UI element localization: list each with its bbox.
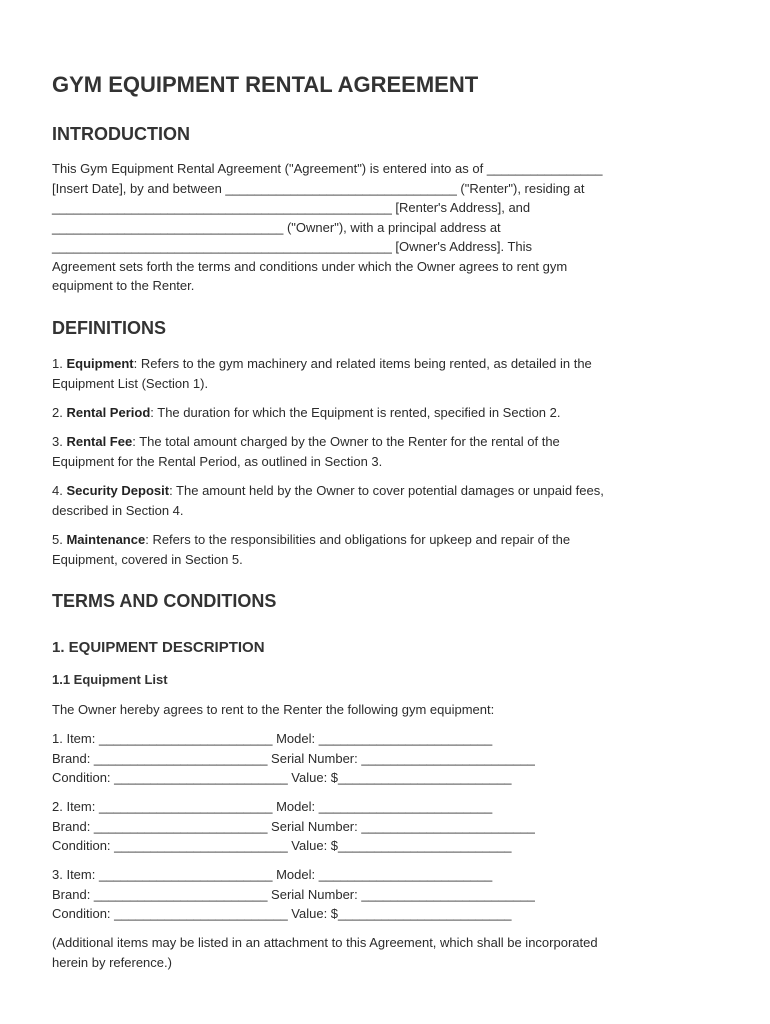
equipment-item-line: Brand: ________________________ Serial Number: ________________________ [52, 886, 535, 902]
definition-text: : The amount held by the Owner to cover potential damages or unpaid fees, [169, 483, 604, 498]
definition-text: Equipment for the Rental Period, as outlined in Section 3. [52, 453, 383, 469]
definition-number: 2. [52, 405, 67, 420]
definition-item-maintenance [52, 530, 722, 569]
definition-number: 3. [52, 434, 67, 449]
equipment-item-line: Condition: ________________________ Value: $________________________ [52, 770, 512, 785]
equipment-item-1 [52, 729, 722, 788]
definition-item-rental-period [52, 403, 722, 423]
intro-heading: INTRODUCTION [52, 124, 190, 144]
definition-term: Rental Period [66, 405, 151, 420]
definition-text: described in Section 4. [52, 502, 184, 518]
section-heading-equipment-description: 1. EQUIPMENT DESCRIPTION [52, 639, 265, 656]
equipment-item-line: Condition: ________________________ Value: $________________________ [52, 838, 512, 853]
equipment-item-line: Brand: ________________________ Serial Number: ________________________ [52, 750, 535, 766]
intro-line: [Insert Date], by and between ________________________________ ("Renter"), residing at [52, 180, 585, 196]
equipment-item-line: 2. Item: ________________________ Model: ________________________ [52, 799, 493, 814]
definition-text: : Refers to the responsibilities and obligations for upkeep and repair of the [145, 532, 571, 547]
definition-text: Equipment List (Section 1). [52, 375, 209, 391]
equipment-item-line: 3. Item: ________________________ Model: ________________________ [52, 867, 493, 882]
definition-term: Rental Fee [66, 434, 133, 449]
intro-line: _______________________________________________ [Renter's Address], and [52, 200, 531, 215]
equipment-item-line: Condition: ________________________ Value: $________________________ [52, 906, 512, 921]
definition-number: 5. [52, 532, 67, 547]
intro-line: Agreement sets forth the terms and conditions under which the Owner agrees to rent gym [52, 258, 568, 274]
intro-line: _______________________________________________ [Owner's Address]. This [52, 239, 533, 254]
subsection-heading-equipment-list: 1.1 Equipment List [52, 672, 168, 687]
note-line: herein by reference.) [52, 954, 172, 970]
definition-term: Security Deposit [66, 483, 170, 498]
definition-text: : The total amount charged by the Owner to the Renter for the rental of the [132, 434, 560, 449]
equipment-item-line: 1. Item: ________________________ Model: ________________________ [52, 731, 493, 746]
terms-heading: TERMS AND CONDITIONS [52, 591, 277, 611]
definition-term: Equipment [66, 356, 134, 371]
intro-line: This Gym Equipment Rental Agreement ("Agreement") is entered into as of ________________ [52, 161, 603, 176]
intro-line: ________________________________ ("Owner"), with a principal address at [52, 219, 501, 235]
intro-line: equipment to the Renter. [52, 278, 195, 293]
definition-text: : The duration for which the Equipment is rented, specified in Section 2. [150, 405, 561, 420]
definition-number: 1. [52, 356, 67, 371]
intro-paragraph [52, 159, 722, 296]
equipment-list-lead: The Owner hereby agrees to rent to the Renter the following gym equipment: [52, 702, 495, 717]
equipment-item-2 [52, 797, 722, 856]
equipment-item-3 [52, 865, 722, 924]
definition-term: Maintenance [66, 532, 146, 547]
definition-item-security-deposit [52, 481, 722, 520]
definitions-heading: DEFINITIONS [52, 318, 167, 338]
definition-item-equipment [52, 354, 722, 393]
definition-item-rental-fee [52, 432, 722, 471]
note-line: (Additional items may be listed in an attachment to this Agreement, which shall be incorporated [52, 935, 598, 950]
definition-text: : Refers to the gym machinery and related items being rented, as detailed in the [133, 356, 592, 371]
additional-items-note [52, 933, 722, 972]
equipment-item-line: Brand: ________________________ Serial Number: ________________________ [52, 818, 535, 834]
definition-number: 4. [52, 483, 67, 498]
document-title: GYM EQUIPMENT RENTAL AGREEMENT [52, 72, 479, 97]
definition-text: Equipment, covered in Section 5. [52, 551, 243, 567]
